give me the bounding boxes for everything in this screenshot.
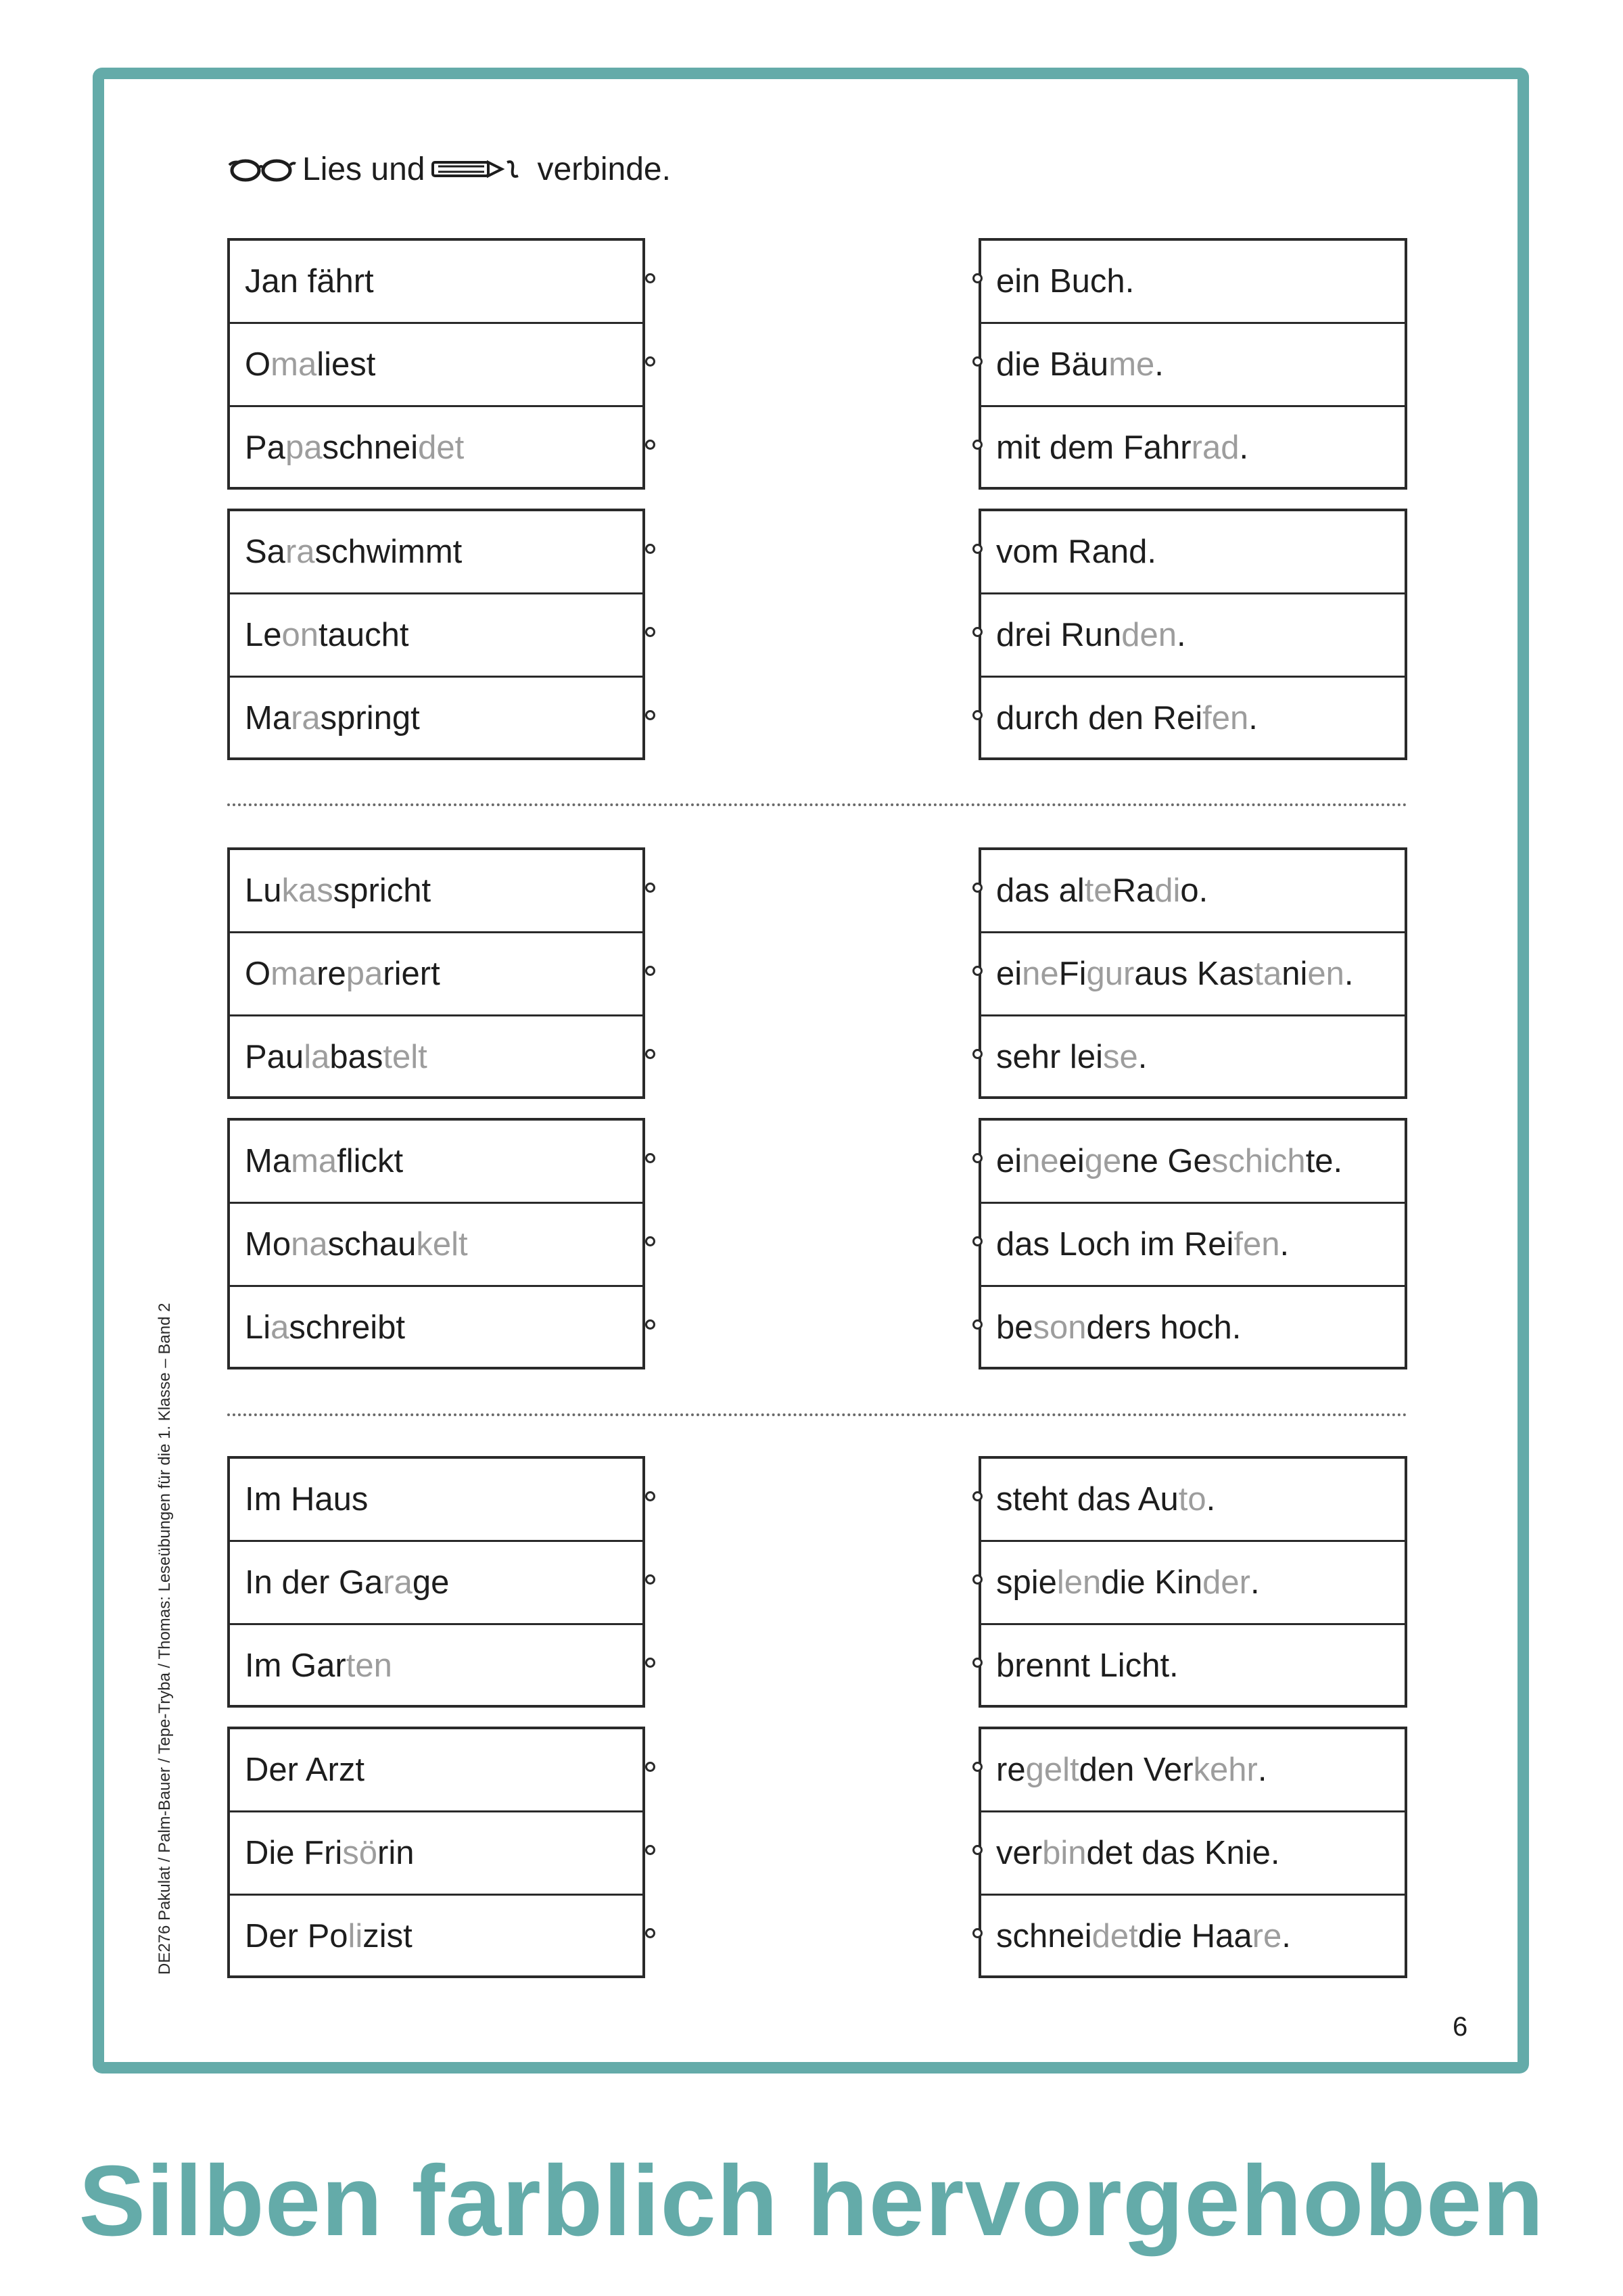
syllable: Im Haus xyxy=(245,1481,369,1518)
syllable: bas xyxy=(329,1039,383,1075)
connection-dot[interactable] xyxy=(645,1236,655,1246)
syllable: ne Ge xyxy=(1121,1143,1212,1179)
syllable: Der Po xyxy=(245,1918,348,1954)
connection-dot[interactable] xyxy=(645,1845,655,1855)
instruction xyxy=(227,145,676,193)
syllable-highlighted: ge xyxy=(1084,1143,1122,1179)
syllable-highlighted: gelt xyxy=(1025,1752,1079,1788)
syllable: das al xyxy=(996,872,1085,909)
connection-dot[interactable] xyxy=(645,440,655,450)
left-phrase-box xyxy=(227,1727,645,1978)
syllable: te. xyxy=(1305,1143,1343,1179)
connection-dot[interactable] xyxy=(972,1574,983,1585)
connection-dot[interactable] xyxy=(645,1491,655,1501)
syllable: Pa xyxy=(245,429,285,466)
syllable: . xyxy=(1239,429,1249,466)
left-phrase xyxy=(230,1729,642,1810)
syllable-highlighted: ra xyxy=(383,1564,413,1601)
connection-dot[interactable] xyxy=(972,627,983,637)
connection-dot[interactable] xyxy=(645,1928,655,1938)
syllable: . xyxy=(1176,617,1186,653)
syllable-highlighted: ne xyxy=(1022,956,1059,992)
connection-dot[interactable] xyxy=(645,544,655,554)
syllable: . xyxy=(1154,346,1164,383)
syllable: liest xyxy=(316,346,376,383)
connection-dot[interactable] xyxy=(972,1049,983,1059)
left-phrase xyxy=(230,322,642,405)
right-phrase-box xyxy=(979,1456,1407,1708)
syllable: die Bäu xyxy=(996,346,1109,383)
left-phrase xyxy=(230,241,642,322)
right-phrase xyxy=(981,676,1405,759)
syllable: ein Buch. xyxy=(996,263,1135,300)
connection-dot[interactable] xyxy=(645,1574,655,1585)
right-phrase-box xyxy=(979,847,1407,1099)
right-phrase xyxy=(981,592,1405,676)
instruction-read: Lies und xyxy=(302,151,425,187)
syllable-highlighted: len xyxy=(1056,1564,1102,1601)
syllable-highlighted: la xyxy=(304,1039,330,1075)
connection-dot[interactable] xyxy=(645,1658,655,1668)
syllable: Pau xyxy=(245,1039,304,1075)
syllable: Der Arzt xyxy=(245,1752,364,1788)
connection-dot[interactable] xyxy=(972,1928,983,1938)
connection-dot[interactable] xyxy=(645,1762,655,1772)
connection-dot[interactable] xyxy=(972,1845,983,1855)
syllable: . xyxy=(1279,1226,1290,1263)
syllable-highlighted: den xyxy=(1121,617,1177,653)
syllable: O xyxy=(245,956,271,992)
syllable-highlighted: rad xyxy=(1191,429,1240,466)
instruction-connect: verbinde. xyxy=(537,151,671,187)
syllable: das Loch im Rei xyxy=(996,1226,1234,1263)
syllable-highlighted: me xyxy=(1108,346,1155,383)
syllable: . xyxy=(1257,1752,1267,1788)
syllable: schau xyxy=(327,1226,417,1263)
syllable: ders hoch. xyxy=(1086,1309,1242,1346)
left-phrase xyxy=(230,1459,642,1540)
connection-dot[interactable] xyxy=(645,1153,655,1163)
syllable-highlighted: det xyxy=(418,429,465,466)
syllable: be xyxy=(996,1309,1033,1346)
connection-dot[interactable] xyxy=(645,1319,655,1330)
connection-dot[interactable] xyxy=(972,1762,983,1772)
syllable-highlighted: fen xyxy=(1202,700,1249,736)
connection-dot[interactable] xyxy=(645,710,655,720)
syllable: det das Knie. xyxy=(1086,1835,1280,1871)
syllable: schnei xyxy=(322,429,419,466)
connection-dot[interactable] xyxy=(972,440,983,450)
syllable: die Kin xyxy=(1101,1564,1203,1601)
left-phrase xyxy=(230,1623,642,1706)
syllable: ni xyxy=(1281,956,1308,992)
left-phrase-box xyxy=(227,1456,645,1708)
left-phrase-box xyxy=(227,238,645,490)
syllable-highlighted: on xyxy=(281,617,319,653)
dotted-separator xyxy=(227,803,1407,806)
syllable: springt xyxy=(320,700,420,736)
syllable: Ma xyxy=(245,700,291,736)
syllable-highlighted: sö xyxy=(342,1835,378,1871)
page-number: 6 xyxy=(1453,2012,1468,2042)
syllable: die Haa xyxy=(1137,1918,1252,1954)
caption: Silben farblich hervorgehoben xyxy=(78,2145,1545,2257)
connection-dot[interactable] xyxy=(645,883,655,893)
syllable: den Ver xyxy=(1079,1752,1194,1788)
left-phrase xyxy=(230,405,642,488)
connection-dot[interactable] xyxy=(972,966,983,976)
syllable: sehr lei xyxy=(996,1039,1103,1075)
connection-dot[interactable] xyxy=(972,710,983,720)
syllable: flickt xyxy=(337,1143,404,1179)
connection-dot[interactable] xyxy=(972,883,983,893)
right-phrase xyxy=(981,511,1405,592)
syllable: Ra xyxy=(1112,872,1155,909)
left-phrase xyxy=(230,1202,642,1285)
right-phrase xyxy=(981,931,1405,1014)
syllable-highlighted: ne xyxy=(1022,1143,1059,1179)
right-phrase xyxy=(981,1121,1405,1202)
left-phrase xyxy=(230,1285,642,1368)
syllable: Lu xyxy=(245,872,282,909)
side-credit: DE276 Pakulat / Palm-Bauer / Tepe-Tryba / Thomas: Leseübungen für die 1. Klasse – Band 2 xyxy=(156,1303,174,1975)
syllable: zist xyxy=(362,1918,413,1954)
syllable-highlighted: gur xyxy=(1086,956,1135,992)
connection-dot[interactable] xyxy=(972,1236,983,1246)
left-phrase xyxy=(230,676,642,759)
right-phrase xyxy=(981,1285,1405,1368)
right-phrase xyxy=(981,1202,1405,1285)
syllable: re xyxy=(996,1752,1026,1788)
syllable: . xyxy=(1281,1918,1291,1954)
pencil-line-icon xyxy=(430,154,532,184)
syllable-highlighted: pa xyxy=(285,429,323,466)
connection-dot[interactable] xyxy=(972,544,983,554)
syllable-highlighted: der xyxy=(1202,1564,1250,1601)
right-phrase xyxy=(981,1810,1405,1894)
syllable: Fi xyxy=(1058,956,1087,992)
syllable-highlighted: na xyxy=(291,1226,328,1263)
syllable: O xyxy=(245,346,271,383)
syllable: ver xyxy=(996,1835,1043,1871)
syllable: Die Fri xyxy=(245,1835,343,1871)
connection-dot[interactable] xyxy=(645,1049,655,1059)
right-phrase xyxy=(981,850,1405,931)
syllable-highlighted: kehr xyxy=(1193,1752,1258,1788)
syllable-highlighted: ra xyxy=(285,534,315,570)
syllable: . xyxy=(1344,956,1354,992)
connection-dot[interactable] xyxy=(972,1658,983,1668)
left-phrase xyxy=(230,592,642,676)
syllable-highlighted: bin xyxy=(1042,1835,1087,1871)
left-phrase xyxy=(230,850,642,931)
dotted-separator xyxy=(227,1413,1407,1416)
left-phrase xyxy=(230,1121,642,1202)
right-phrase xyxy=(981,1894,1405,1977)
syllable: riert xyxy=(383,956,440,992)
connection-dot[interactable] xyxy=(645,627,655,637)
left-phrase xyxy=(230,1894,642,1977)
syllable: schwimmt xyxy=(314,534,463,570)
syllable: rin xyxy=(377,1835,415,1871)
glasses-icon xyxy=(227,154,297,184)
left-phrase xyxy=(230,1014,642,1098)
syllable: Jan fährt xyxy=(245,263,374,300)
syllable-highlighted: ma xyxy=(291,1143,337,1179)
right-phrase-box xyxy=(979,1727,1407,1978)
right-phrase xyxy=(981,1459,1405,1540)
syllable: mit dem Fahr xyxy=(996,429,1192,466)
right-phrase xyxy=(981,322,1405,405)
left-phrase xyxy=(230,1540,642,1623)
connection-dot[interactable] xyxy=(972,1153,983,1163)
connection-dot[interactable] xyxy=(645,966,655,976)
syllable-highlighted: to xyxy=(1178,1481,1206,1518)
syllable: Im Gar xyxy=(245,1647,346,1684)
left-phrase xyxy=(230,511,642,592)
syllable-highlighted: a xyxy=(270,1309,289,1346)
syllable-highlighted: pa xyxy=(346,956,383,992)
syllable: ei xyxy=(996,1143,1022,1179)
connection-dot[interactable] xyxy=(972,273,983,283)
syllable: re xyxy=(316,956,346,992)
connection-dot[interactable] xyxy=(972,1319,983,1330)
syllable-highlighted: ta xyxy=(1254,956,1282,992)
syllable: durch den Rei xyxy=(996,700,1203,736)
left-phrase xyxy=(230,931,642,1014)
left-phrase-box xyxy=(227,509,645,760)
syllable: spricht xyxy=(333,872,431,909)
syllable: Mo xyxy=(245,1226,291,1263)
left-phrase-box xyxy=(227,1118,645,1369)
syllable: vom Rand. xyxy=(996,534,1156,570)
syllable: Sa xyxy=(245,534,285,570)
syllable: ge xyxy=(412,1564,450,1601)
right-phrase xyxy=(981,405,1405,488)
syllable: . xyxy=(1250,1564,1260,1601)
syllable: schnei xyxy=(996,1918,1092,1954)
syllable: spie xyxy=(996,1564,1057,1601)
right-phrase-box xyxy=(979,238,1407,490)
syllable-highlighted: di xyxy=(1154,872,1181,909)
syllable: . xyxy=(1206,1481,1216,1518)
syllable-highlighted: li xyxy=(348,1918,363,1954)
right-phrase-box xyxy=(979,509,1407,760)
connection-dot[interactable] xyxy=(645,273,655,283)
syllable: Li xyxy=(245,1309,271,1346)
syllable: schreibt xyxy=(289,1309,405,1346)
syllable-highlighted: kas xyxy=(281,872,333,909)
syllable-highlighted: se xyxy=(1102,1039,1138,1075)
syllable-highlighted: schich xyxy=(1211,1143,1306,1179)
right-phrase xyxy=(981,1623,1405,1706)
syllable-highlighted: re xyxy=(1252,1918,1282,1954)
right-phrase xyxy=(981,1729,1405,1810)
syllable: In der Ga xyxy=(245,1564,383,1601)
syllable-highlighted: en xyxy=(1307,956,1344,992)
syllable-highlighted: det xyxy=(1091,1918,1138,1954)
syllable-highlighted: ma xyxy=(270,346,317,383)
syllable-highlighted: ra xyxy=(291,700,321,736)
right-phrase xyxy=(981,241,1405,322)
syllable-highlighted: son xyxy=(1033,1309,1087,1346)
syllable-highlighted: kelt xyxy=(416,1226,468,1263)
syllable: ei xyxy=(996,956,1022,992)
right-phrase-box xyxy=(979,1118,1407,1369)
connection-dot[interactable] xyxy=(972,356,983,367)
syllable-highlighted: telt xyxy=(383,1039,427,1075)
syllable: drei Run xyxy=(996,617,1122,653)
right-phrase xyxy=(981,1014,1405,1098)
syllable: Ma xyxy=(245,1143,291,1179)
syllable-highlighted: fen xyxy=(1233,1226,1280,1263)
syllable: Le xyxy=(245,617,282,653)
syllable: aus Kas xyxy=(1134,956,1254,992)
connection-dot[interactable] xyxy=(645,356,655,367)
syllable-highlighted: ten xyxy=(346,1647,392,1684)
syllable: . xyxy=(1248,700,1258,736)
syllable-highlighted: te xyxy=(1084,872,1112,909)
syllable: brennt Licht. xyxy=(996,1647,1179,1684)
right-phrase xyxy=(981,1540,1405,1623)
syllable: . xyxy=(1137,1039,1148,1075)
syllable: ei xyxy=(1058,1143,1085,1179)
syllable: steht das Au xyxy=(996,1481,1179,1518)
connection-dot[interactable] xyxy=(972,1491,983,1501)
syllable: taucht xyxy=(319,617,409,653)
syllable-highlighted: ma xyxy=(270,956,317,992)
left-phrase-box xyxy=(227,847,645,1099)
syllable: o. xyxy=(1180,872,1208,909)
left-phrase xyxy=(230,1810,642,1894)
